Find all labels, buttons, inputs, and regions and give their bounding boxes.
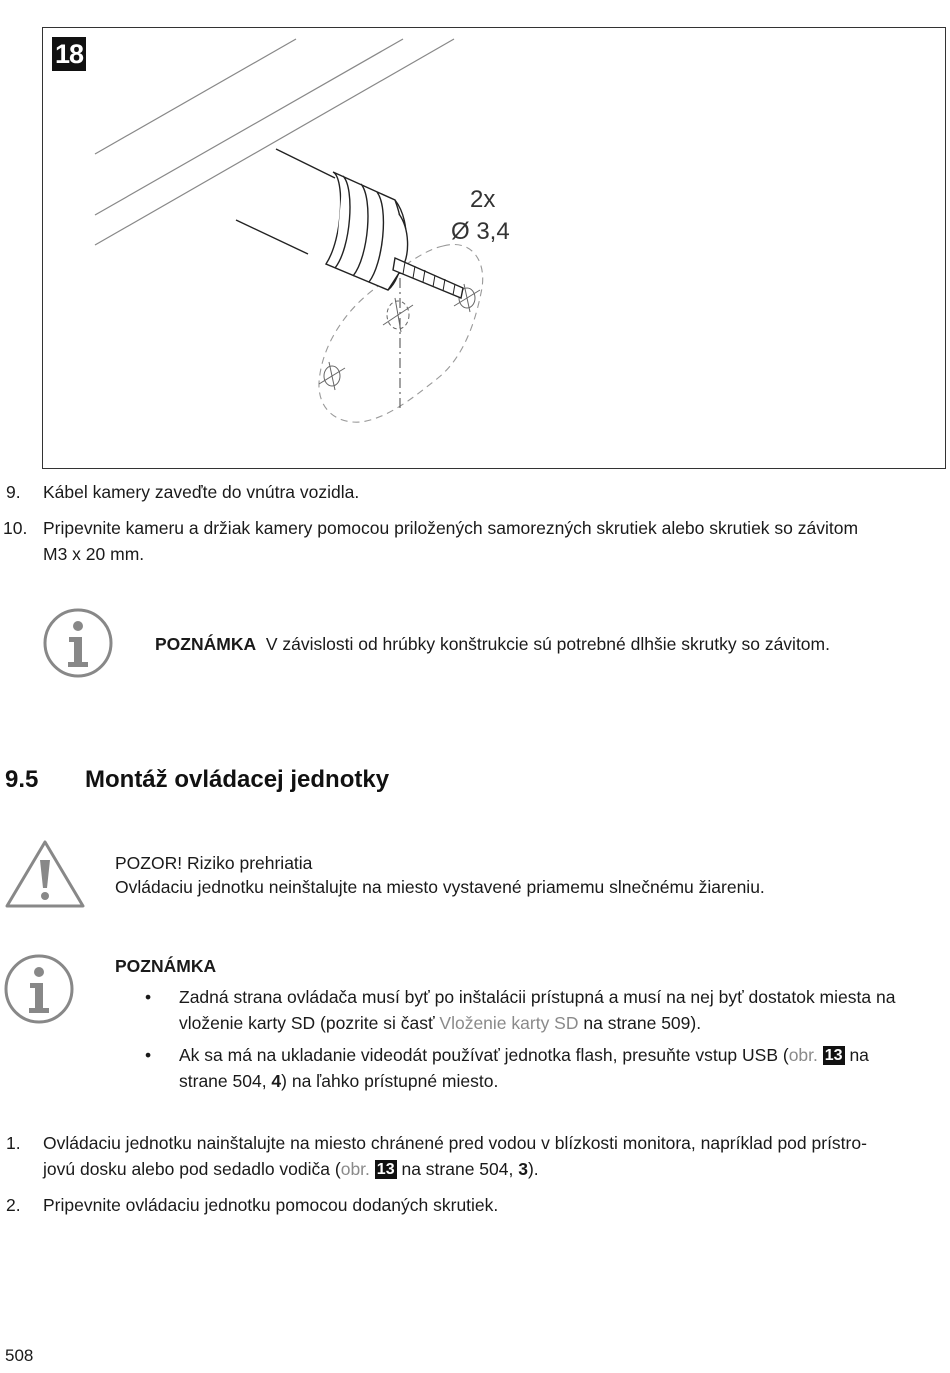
drill-diameter-label: Ø 3,4 [451, 218, 510, 245]
caution-text: Ovládaciu jednotku neinštalujte na miesto vystavené priamemu slnečnému žiareniu. [115, 877, 765, 897]
step-text-line1: Ovládaciu jednotku nainštalujte na miesto chránené pred vodou v blízkosti monitora, napríklad pod prístro- [43, 1133, 867, 1153]
note-text: V závislosti od hrúbky konštrukcie sú potrebné dlhšie skrutky so závitom. [265, 634, 830, 654]
figure-18 [42, 27, 946, 469]
callout-number: 3 [518, 1159, 528, 1179]
step-text: Kábel kamery zaveďte do vnútra vozidla. [43, 482, 360, 502]
caution-title: POZOR! Riziko prehriatia [115, 853, 313, 873]
text: ). [527, 1159, 539, 1179]
info-icon [3, 953, 75, 1025]
page-number: 508 [5, 1346, 34, 1365]
drill-count-label: 2x [470, 186, 496, 213]
section-title: Montáž ovládacej jednotky [85, 766, 390, 793]
text: na strane 504, [396, 1159, 519, 1179]
figure-ref-link[interactable]: obr. [340, 1159, 370, 1179]
bullet-text-line1: Zadná strana ovládača musí byť po inštalácii prístupná a musí na nej byť dostatok miesta na [179, 987, 896, 1007]
figure-ref-badge[interactable]: 13 [376, 1161, 395, 1178]
text: strane 504, [179, 1071, 272, 1091]
text: Ak sa má na ukladanie videodát používať jednotka flash, presuňte vstup USB ( [179, 1045, 789, 1065]
info-icon [42, 607, 114, 679]
text: ) na ľahko prístupné miesto. [281, 1071, 499, 1091]
step-number: 1. [6, 1133, 21, 1153]
text: jovú dosku alebo pod sedadlo vodiča ( [43, 1159, 341, 1179]
section-number: 9.5 [5, 766, 39, 793]
step-number: 9. [6, 482, 21, 502]
figure-number-badge: 18 [52, 37, 86, 71]
step-text-line2: M3 x 20 mm. [43, 544, 145, 564]
step-text-line2 [43, 1156, 938, 1183]
section-heading [5, 763, 389, 797]
text: vloženie karty SD (pozrite si časť [179, 1013, 440, 1033]
step-text-line1: Pripevnite kameru a držiak kamery pomocou priložených samorezných skrutiek alebo skrutiek so závitom [43, 518, 859, 538]
figure-ref-link[interactable]: obr. [788, 1045, 818, 1065]
step-number: 2. [6, 1195, 21, 1215]
bullet-text-line2 [179, 1068, 945, 1094]
text: na [844, 1045, 869, 1065]
bullet-dot: • [145, 1045, 152, 1065]
bullet-dot: • [145, 987, 152, 1007]
warning-icon [3, 838, 87, 910]
text: na strane 509). [578, 1013, 702, 1033]
step-text: Pripevnite ovládaciu jednotku pomocou dodaných skrutiek. [43, 1195, 499, 1215]
step-number: 10. [3, 518, 28, 538]
bullet-text-line1 [179, 1042, 945, 1068]
drill-illustration [43, 28, 947, 470]
callout-number: 4 [271, 1071, 282, 1091]
note-2-label: POZNÁMKA [115, 956, 217, 976]
figure-ref-badge[interactable]: 13 [824, 1047, 843, 1064]
note-1 [155, 631, 830, 657]
note-label: POZNÁMKA [155, 634, 257, 654]
section-link[interactable]: Vloženie karty SD [439, 1013, 579, 1033]
bullet-text-line2 [179, 1010, 945, 1036]
